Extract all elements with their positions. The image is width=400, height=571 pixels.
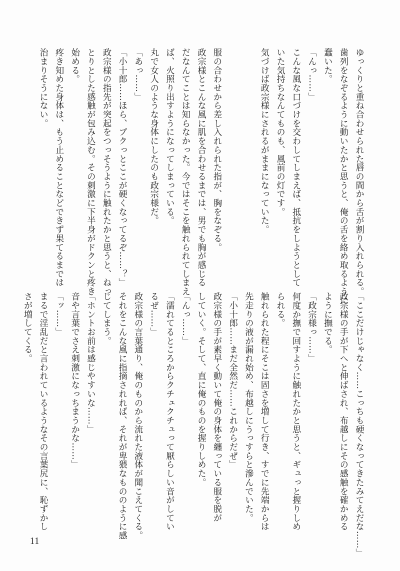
- text-line: 触れられた程にそこは固さを増して行き、すでに先端からは: [259, 292, 270, 531]
- text-line: 「小十郎……ほら、ブクっとここが硬くなってるぞ……？」: [117, 48, 128, 287]
- text-line: [240, 48, 256, 250]
- text-line: 疼き知めた身体は、もう止めることなどできず果てるまでは: [53, 48, 64, 287]
- text-line: 「小十郎……まだ全然だ……これからだぜ」: [227, 292, 238, 469]
- text-line: 「政宗様っ……」: [306, 292, 317, 363]
- text-line: 「んっ……」: [306, 48, 317, 102]
- text-line: じてしまう。: [101, 292, 112, 346]
- text-line: 蠢いた。: [322, 48, 333, 84]
- text-line: 「ここだけじゃなく……こっちも硬くなってきたみてえだな……」: [354, 292, 364, 558]
- text-line: 「んっ……」: [180, 292, 191, 346]
- text-line: ゆっくりと重ね合わせられた唇の間から舌が割り入れられる。: [354, 48, 364, 296]
- text-line: 始める。: [69, 48, 80, 84]
- text-line: 服の合わせから差し入れられた指が、胸をなぞる。: [211, 48, 222, 252]
- text-line: 政宗様の手が素早く動いて俺の身体を纏っている服を脱が: [211, 292, 222, 523]
- text-line: 政宗様の指先が突起をつっそうように触れたかと思うと、ねっ: [101, 48, 112, 296]
- text-line: 「ホントお前は感じやすいな……」: [85, 292, 96, 434]
- text-line: とりとした感触が包み込む。その刺激に下半身がドクンと疼き: [85, 48, 96, 296]
- text-line: 「ッ……」: [53, 292, 64, 337]
- text-line: だなんてことは知らなかった。今ではそこを触れられてしまえ: [180, 48, 191, 296]
- text-line: ば、火照り出すようになってしまっている。: [164, 48, 175, 225]
- text-line: 「あっ……」: [132, 48, 143, 102]
- text-line: [224, 48, 240, 250]
- text-line: 政宗様とこんな風に肌を合わせるまでは、男でも胸が感じる: [196, 48, 207, 287]
- text-line: ように撫でる。: [322, 292, 333, 354]
- text-line: 政宗様の言葉通り、俺のものから流れた液体が聞こえてくる。: [132, 292, 143, 540]
- text-line: 治まりそうにない。: [38, 48, 49, 128]
- text-line: まるで淫乱だと言われているようなその言葉尻に、恥ずかし: [38, 292, 49, 531]
- text-line: 何度か撫で回すように触れたかと思うと、ギュっと握りしめ: [290, 292, 301, 531]
- text-line: 丸で女人のような身体にしたのも政宗様だ。: [148, 48, 159, 225]
- text-line: さが増してくる。: [22, 292, 33, 363]
- text-line: られる。: [275, 292, 286, 328]
- text-line: 「濡れてるところからクチュクチュって厭らしい音がしてい: [164, 292, 175, 531]
- text-line: 歯列をなぞるように動いたかと思うと、俺の舌を絡め取るように: [338, 48, 349, 305]
- text-line: 気づけば政宗様にされるがままになっていた。: [259, 48, 270, 234]
- text-line: 政宗様の手が下へと伸ばされ、布越しにその感触を確かめる: [338, 292, 349, 531]
- text-line: るぜ……」: [148, 292, 159, 337]
- text-line: それをこんな風に指摘されれば、それが卑猥なもののように感: [117, 292, 128, 540]
- page-number: 11: [30, 536, 40, 546]
- text-line: 音や言葉でさえ刺激になっちまうかな……」: [69, 292, 80, 469]
- text-line: いた気持ちなんてものも、風前の灯です。: [275, 48, 286, 217]
- text-line: こんな風な口づけを交わしてしまえば、抵抗をしようとして: [290, 48, 301, 287]
- text-block-top: [28, 48, 366, 305]
- text-line: していく。そして、直に俺のものを握りしめた。: [196, 292, 207, 487]
- text-line: 先走りの液が漏れ始め、布越しにうっすらと滲んでいた。: [243, 292, 254, 523]
